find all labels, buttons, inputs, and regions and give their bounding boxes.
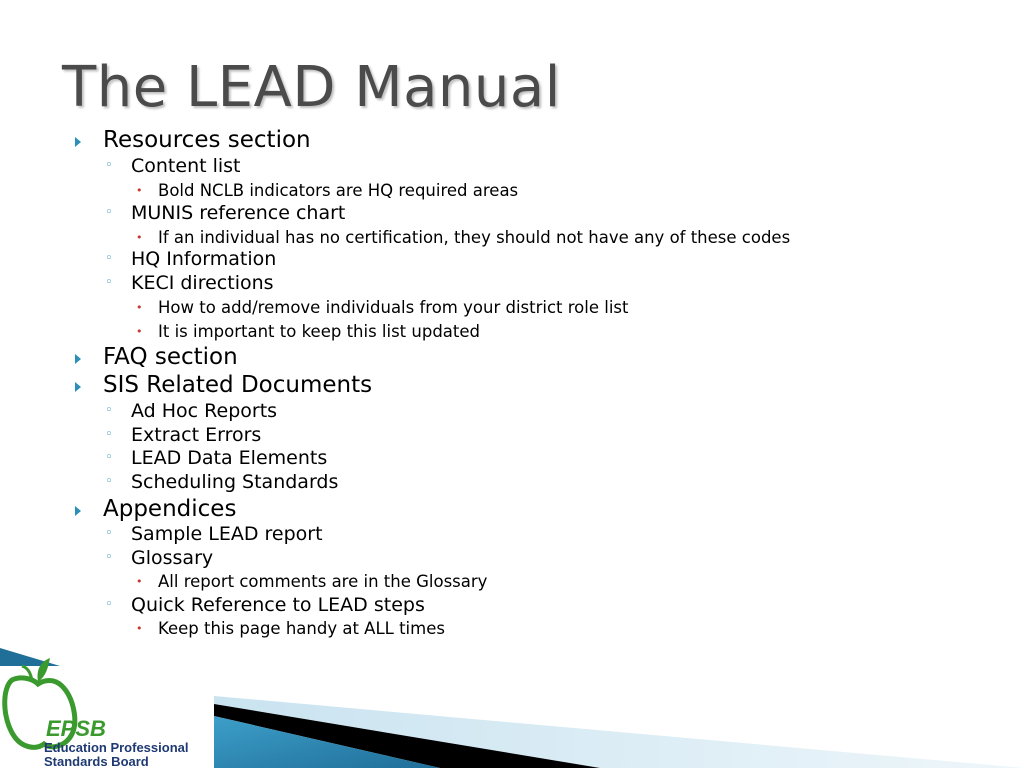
bullet-extract-errors: Extract Errors	[131, 424, 262, 446]
circle-bullet-icon: ◦	[105, 403, 113, 418]
footer-decoration	[0, 640, 1024, 768]
slide-title: The LEAD Manual	[62, 55, 561, 120]
bullet-appendices: Appendices	[103, 496, 237, 522]
logo-line-2: Standards Board	[44, 754, 149, 768]
logo-line-1: Education Professional	[44, 740, 189, 755]
bullet-keci-directions: KECI directions	[131, 272, 274, 294]
bullet-hq-information: HQ Information	[131, 248, 277, 270]
circle-bullet-icon: ◦	[105, 526, 113, 541]
bullet-lead-data-elements: LEAD Data Elements	[131, 447, 328, 469]
bullet-glossary: Glossary	[131, 547, 214, 569]
logo-name: EPSB	[46, 716, 106, 741]
triangle-bullet-icon	[75, 137, 81, 147]
bullet-ad-hoc-reports: Ad Hoc Reports	[131, 400, 278, 422]
circle-bullet-icon: ◦	[105, 251, 113, 266]
bullet-scheduling-standards: Scheduling Standards	[131, 471, 339, 493]
circle-bullet-icon: ◦	[105, 474, 113, 489]
triangle-bullet-icon	[75, 382, 81, 392]
triangle-bullet-icon	[75, 506, 81, 516]
circle-bullet-icon: ◦	[105, 550, 113, 565]
circle-bullet-icon: ◦	[105, 158, 113, 173]
teal-wedge-shape	[0, 648, 60, 666]
bullet-faq-section: FAQ section	[103, 344, 238, 370]
circle-bullet-icon: ◦	[105, 450, 113, 465]
bullet-bold-nclb: Bold NCLB indicators are HQ required areas	[158, 181, 519, 200]
bullet-page-handy: Keep this page handy at ALL times	[158, 619, 445, 638]
bullet-sis-documents: SIS Related Documents	[103, 372, 373, 398]
dot-bullet-icon: •	[136, 325, 143, 338]
bullet-content-list: Content list	[131, 155, 241, 177]
bullet-keep-updated: It is important to keep this list updated	[158, 322, 481, 341]
bullet-quick-reference: Quick Reference to LEAD steps	[131, 594, 425, 616]
bullet-report-comments: All report comments are in the Glossary	[158, 572, 488, 591]
bullet-munis-chart: MUNIS reference chart	[131, 202, 346, 224]
dot-bullet-icon: •	[136, 575, 143, 588]
circle-bullet-icon: ◦	[105, 597, 113, 612]
dot-bullet-icon: •	[136, 301, 143, 314]
dot-bullet-icon: •	[136, 231, 143, 244]
triangle-bullet-icon	[75, 354, 81, 364]
circle-bullet-icon: ◦	[105, 275, 113, 290]
dot-bullet-icon: •	[136, 184, 143, 197]
dot-bullet-icon: •	[136, 622, 143, 635]
bullet-add-remove: How to add/remove individuals from your district role list	[158, 298, 629, 317]
bullet-resources-section: Resources section	[103, 127, 311, 153]
bullet-sample-lead-report: Sample LEAD report	[131, 523, 323, 545]
bullet-no-certification: If an individual has no certification, they should not have any of these codes	[158, 228, 791, 247]
circle-bullet-icon: ◦	[105, 205, 113, 220]
circle-bullet-icon: ◦	[105, 427, 113, 442]
